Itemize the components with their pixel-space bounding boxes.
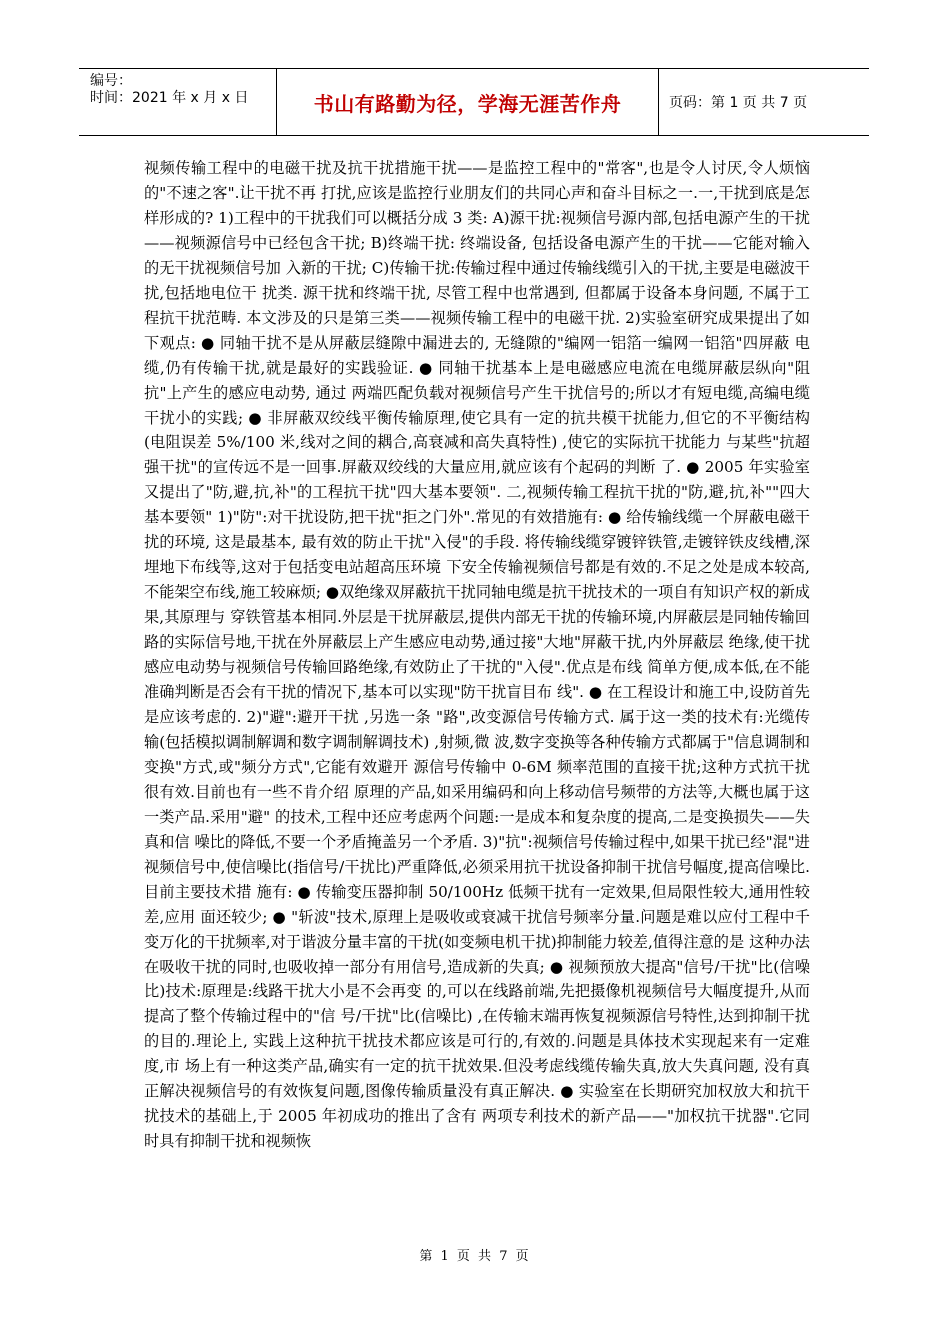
header-motto: 书山有路勤为径，学海无涯苦作舟 <box>277 69 659 135</box>
document-body-text: 视频传输工程中的电磁干扰及抗干扰措施干扰——是监控工程中的"常客",也是令人讨厌,令人烦恼的"不速之客".让干扰不再 打扰,应该是监控行业朋友们的共同心声和奋斗目标之一.一,干扰到底是怎样形成的? 1)工程中的干扰我们可以概括分成 3 类: A)源干扰:视频信号源内部,包括电源产生的干扰——视频源信号中已经包含干扰; B)终端干扰: 终端设备, 包括设备电源产生的干扰——它能对输入的无干扰视频信号加 入新的干扰; C)传输干扰:传输过程中通过传输线缆引入的干扰,主要是电磁波干扰,包括地电位干 扰类. 源干扰和终端干扰, 尽管工程中也常遇到, 但都属于设备本身问题, 不属于工程抗干扰范畴. 本文涉及的只是第三类——视频传输工程中的电磁干扰. 2)实验室研究成果提出了如下观点: ● 同轴干扰不是从屏蔽层缝隙中漏进去的, 无缝隙的"编网一铝箔一编网一铝箔"四屏蔽 电缆,仍有传输干扰,就是最好的实践验证. ● 同轴干扰基本上是电磁感应电流在电缆屏蔽层纵向"阻抗"上产生的感应电动势, 通过 两端匹配负载对视频信号产生干扰信号的;所以才有短电缆,高编电缆干扰小的实践; ● 非屏蔽双绞线平衡传输原理,使它具有一定的抗共模干扰能力,但它的不平衡结构(电阻误差 5%/100 米,线对之间的耦合,高衰减和高失真特性) ,使它的实际抗干扰能力 与某些"抗超强干扰"的宣传远不是一回事.屏蔽双绞线的大量应用,就应该有个起码的判断 了. ● 2005 年实验室又提出了"防,避,抗,补"的工程抗干扰"四大基本要领". 二,视频传输工程抗干扰的"防,避,抗,补""四大基本要领" 1)"防":对干扰设防,把干扰"拒之门外".常见的有效措施有: ● 给传输线缆一个屏蔽电磁干扰的环境, 这是最基本, 最有效的防止干扰"入侵"的手段. 将传输线缆穿镀锌铁管,走镀锌铁皮线槽,深埋地下布线等,这对于包括变电站超高压环境 下安全传输视频信号都是有效的.不足之处是成本较高,不能架空布线,施工较麻烦; ●双绝缘双屏蔽抗干扰同轴电缆是抗干扰技术的一项自有知识产权的新成果,其原理与 穿铁管基本相同.外层是干扰屏蔽层,提供内部无干扰的传输环境,内屏蔽层是同轴传输回 路的实际信号地,干扰在外屏蔽层上产生感应电动势,通过接"大地"屏蔽干扰,内外屏蔽层 绝缘,使干扰感应电动势与视频信号传输回路绝缘,有效防止了干扰的"入侵".优点是布线 简单方便,成本低,在不能准确判断是否会有干扰的情况下,基本可以实现"防干扰盲目布 线". ● 在工程设计和施工中,设防首先是应该考虑的. 2)"避":避开干扰 ,另选一条 "路",改变源信号传输方式. 属于这一类的技术有:光缆传输(包括模拟调制解调和数字调制解调技术) ,射频,微 波,数字变换等各种传输方式都属于"信息调制和变换"方式,或"频分方式",它能有效避开 源信号传输中 0-6M 频率范围的直接干扰;这种方式抗干扰很有效.目前也有一些不肯介绍 原理的产品,如采用编码和向上移动信号频带的方法等,大概也属于这一类产品.采用"避" 的技术,工程中还应考虑两个问题:一是成本和复杂度的提高,二是变换损失——失真和信 噪比的降低,不要一个矛盾掩盖另一个矛盾. 3)"抗":视频信号传输过程中,如果干扰已经"混"进视频信号中,使信噪比(指信号/干扰比)严重降低,必须采用抗干扰设备抑制干扰信号幅度,提高信噪比.目前主要技术措 施有: ● 传输变压器抑制 50/100Hz 低频干扰有一定效果,但局限性较大,通用性较差,应用 面还较少; ● "斩波"技术,原理上是吸收或衰减干扰信号频率分量.问题是难以应付工程中千变万化的干扰频率,对于谐波分量丰富的干扰(如变频电机干扰)抑制能力较差,值得注意的是 这种办法在吸收干扰的同时,也吸收掉一部分有用信号,造成新的失真; ● 视频预放大提高"信号/干扰"比(信噪比)技术:原理是:线路干扰大小是不会再变 的,可以在线路前端,先把摄像机视频信号大幅度提升,从而提高了整个传输过程中的"信 号/干扰"比(信噪比) ,在传输末端再恢复视频源信号特性,达到抑制干扰的目的.理论上, 实践上这种抗干扰技术都应该是可行的,有效的.问题是具体技术实现起来有一定难度,市 场上有一种这类产品,确实有一定的抗干扰效果.但没考虑线缆传输失真,放大失真问题, 没有真正解决视频信号的有效恢复问题,图像传输质量没有真正解决. ● 实验室在长期研究加权放大和抗干扰技术的基础上,于 2005 年初成功的推出了含有 两项专利技术的新产品——"加权抗干扰器".它同时具有抑制干扰和视频恢 <box>144 159 810 1151</box>
document-number-label: 编号： <box>90 73 132 89</box>
page-footer: 第 1 页 共 7 页 <box>419 1249 531 1264</box>
document-date-label: 时间：2021 年 x 月 x 日 <box>90 90 249 106</box>
header-page-info: 页码：第 1 页 共 7 页 <box>669 95 808 111</box>
page-header <box>79 68 869 136</box>
header-meta <box>79 69 277 135</box>
